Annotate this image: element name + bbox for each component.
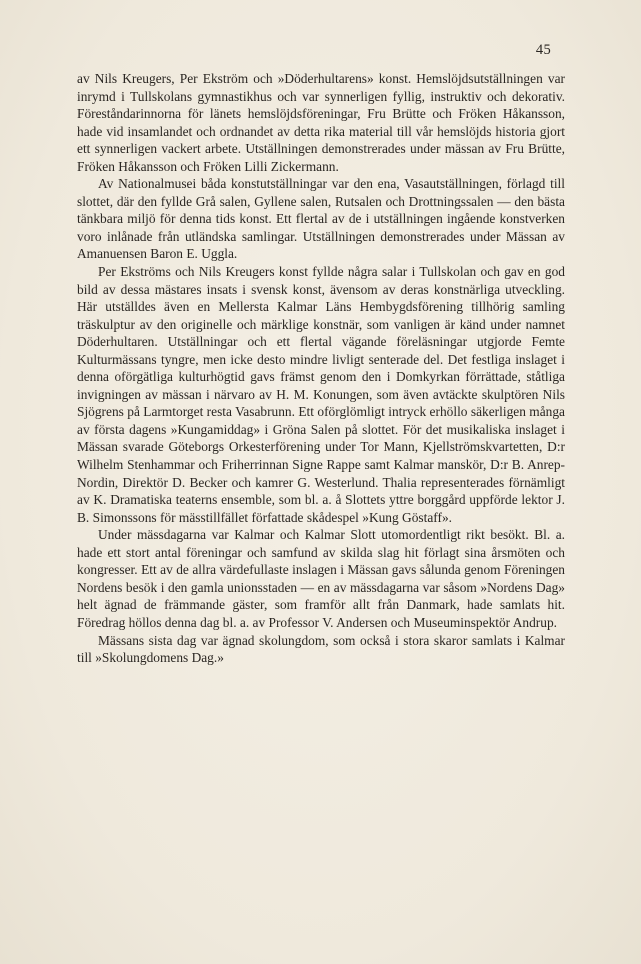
paragraph-2: Av Nationalmusei båda konstutställningar var den ena, Vasautställningen, förlagd till slottet, där den fyllde Grå salen, Gyllene salen, Rutsalen och Drottningssalen — den bästa tänkbara miljö för denna tids konst. Ett flertal av de i utställningen ingående konstverken voro inlånade från utländska samlingar. Utställningen demonstrerades under Mässan av Amanuensen Baron E. Uggla. [77,176,565,262]
body-text [77,70,565,667]
paragraph-3: Per Ekströms och Nils Kreugers konst fyllde några salar i Tullskolan och gav en god bild av dessa mästares insats i svensk konst, ävensom av deras konstnärliga utveckling. Här utställdes även en Mellersta Kalmar Läns Hembygdsförening tillhörig samling träskulptur av den originelle och märklige konstnär, som vanligen är känd under namnet Döderhultaren. Utställningar och ett flertal vägande föreläsningar utgjorde Femte Kulturmässans tyngre, men icke desto mindre livligt senterade del. Det festliga inslaget i denna oförgätliga kulturhögtid gavs främst genom den i Domkyrkan förrättade, ståtliga invigningen av mässan i närvaro av H. M. Konungen, som även avtäckte skulptören Nils Sjögrens på Larmtorget resta Vasabrunn. Ett oförglömligt intryck erhöllo säkerligen många av första dagens »Kungamiddag» i Gröna Salen på slottet. För det musikaliska inslaget i Mässan svarade Göteborgs Orkesterförening under Tor Mann, Kjellströmskvartetten, D:r Wilhelm Stenhammar och Friherrinnan Signe Rappe samt Kalmar manskör, D:r B. Anrep-Nordin, Direktör D. Becker och kamrer G. Westerlund. Thalia representerades förnämligt av K. Dramatiska teaterns ensemble, som bl. a. å Slottets yttre borggård uppförde lektor J. B. Simonssons för mässtillfället författade skådespel »Kung Göstaff». [77,264,565,525]
page-number: 45 [535,42,551,58]
paragraph-4: Under mässdagarna var Kalmar och Kalmar Slott utomordentligt rikt besökt. Bl. a. hade ett stort antal föreningar och samfund av skilda slag hit förlagt sina årsmöten och kongresser. Ett av de allra värdefullaste inslagen i Mässan gavs sålunda genom Föreningen Nordens besök i den gamla unionsstaden — en av mässdagarna var såsom »Nordens Dag» helt ägnad de främmande gäster, som framför allt från Danmark, hade samlats hit. Föredrag höllos denna dag bl. a. av Professor V. Andersen och Museuminspektör Andrup. [77,527,565,630]
paragraph-5: Mässans sista dag var ägnad skolungdom, som också i stora skaror samlats i Kalmar till »Skolungdomens Dag.» [77,632,565,666]
paragraph-1: av Nils Kreugers, Per Ekström och »Döderhultarens» konst. Hemslöjdsutställningen var inrymd i Tullskolans gymnastikhus och var synnerligen fyllig, instruktiv och dekorativ. Föreståndarinnorna för länets hemslöjdsföreningar, Fru Brütte och Fröken Håkansson, hade vid insamlandet och ordnandet av detta rika material till vår hemslöjds historia gjort ett synnerligen vackert arbete. Utställningen demonstrerades under mässan av Fru Brütte, Fröken Håkansson och Fröken Lilli Zickermann. [77,71,565,174]
